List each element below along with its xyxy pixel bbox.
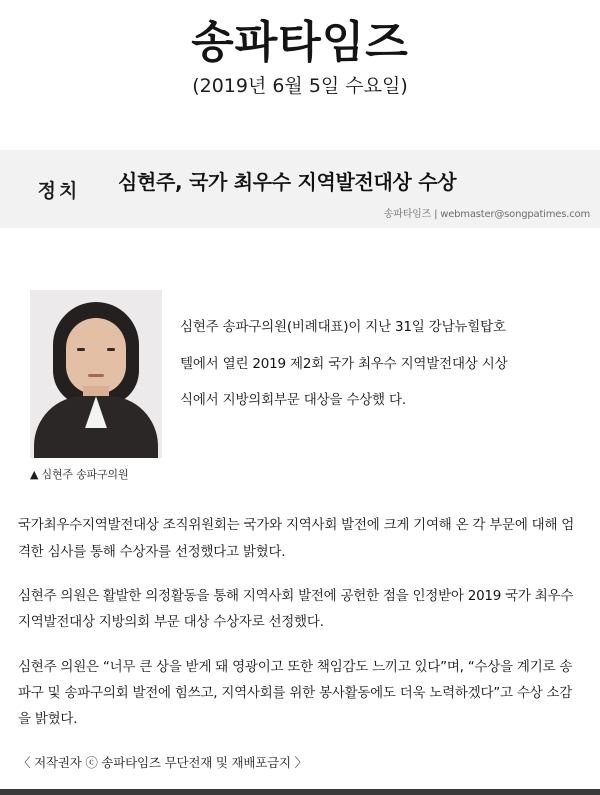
article-paragraph: 심현주 의원은 “너무 큰 상을 받게 돼 영광이고 또한 책임감도 느끼고 있다”며, “수상을 계기로 송파구 및 송파구의회 발전에 힘쓰고, 지역사회를 위한 봉사활동에도 더욱 노력하겠다”고 수상 소감을 밝혔다.	[18, 658, 573, 728]
article-body	[0, 290, 600, 732]
photo-caption: ▲ 심현주 송파구의원	[30, 468, 129, 482]
lead-line: 텔에서 열린 2019 제2회 국가 최우수 지역발전대상 시상	[180, 355, 508, 372]
article-byline: 송파타임즈 | webmaster@songpatimes.com	[383, 209, 590, 221]
section-label: 정치	[37, 179, 81, 202]
lead-line: 식에서 지방의회부문 대상을 수상했 다.	[180, 391, 406, 408]
article-photo	[30, 290, 162, 458]
lead-paragraph	[170, 290, 582, 482]
article-paragraph: 국가최우수지역발전대상 조직위원회는 국가와 지역사회 발전에 크게 기여해 온 각 부문에 대해 엄격한 심사를 통해 수상자를 선정했다고 밝혔다.	[18, 517, 575, 560]
footer	[0, 753, 600, 771]
lead-line: 심현주 송파구의원(비례대표)이 지난 31일 강남뉴힐탑호	[180, 319, 506, 336]
headline-wrap	[118, 150, 600, 228]
copyright-notice: 〈 저작권자 ⓒ 송파타임즈 무단전재 및 재배포금지 〉	[18, 755, 307, 770]
article-paragraphs	[18, 512, 582, 732]
photo-column	[18, 290, 170, 482]
publication-title: 송파타임즈	[191, 17, 409, 68]
headline-band	[0, 150, 600, 228]
lead-block	[18, 290, 582, 482]
publication-date: (2019년 6월 5일 수요일)	[192, 75, 408, 98]
article-paragraph: 심현주 의원은 활발한 의정활동을 통해 지역사회 발전에 공헌한 점을 인정받아 2019 국가 최우수 지역발전대상 지방의회 부문 대상 수상자로 선정했다.	[18, 587, 574, 631]
masthead	[0, 0, 600, 98]
article-headline: 심현주, 국가 최우수 지역발전대상 수상	[118, 170, 457, 195]
